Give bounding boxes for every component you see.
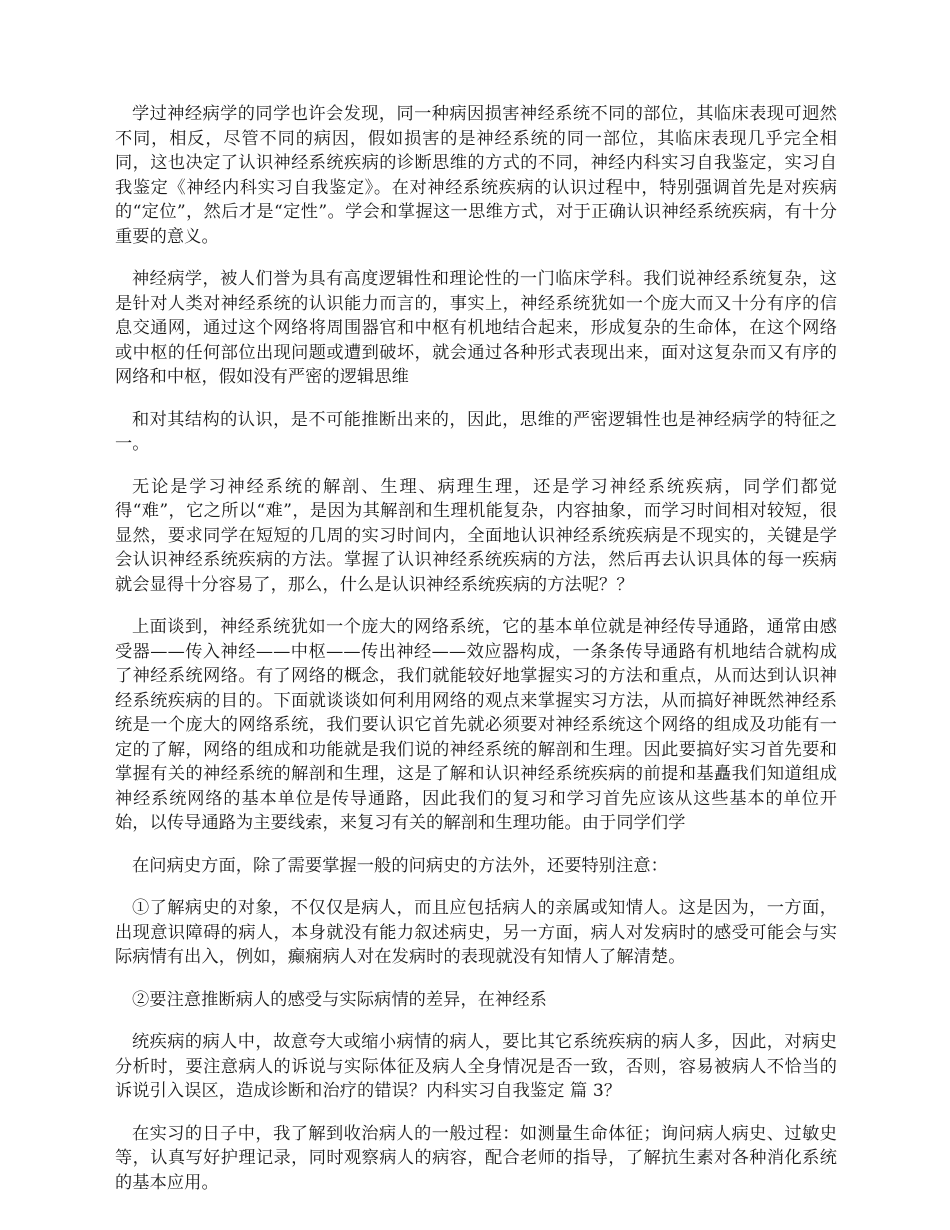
- paragraph-1: 学过神经病学的同学也许会发现，同一种病因损害神经系统不同的部位，其临床表现可迥然不同，相反，尽管不同的病因，假如损害的是神经系统的同一部位，其临床表现几乎完全相同，这也决定了认识神经系统疾病的诊断思维的方式的不同，神经内科实习自我鉴定，实习自我鉴定《神经内科实习自我鉴定》。在对神经系统疾病的认识过程中，特别强调首先是对疾病的“定位”，然后才是“定性”。学会和掌握这一思维方式，对于正确认识神经系统疾病，有十分重要的意义。: [115, 104, 837, 247]
- paragraph-4: 无论是学习神经系统的解剖、生理、病理生理，还是学习神经系统疾病，同学们都觉得“难”，它之所以“难”，是因为其解剖和生理机能复杂，内容抽象，而学习时间相对较短，很显然，要求同学在短短的几周的实习时间内，全面地认识神经系统疾病是不现实的，关键是学会认识神经系统疾病的方法。掌握了认识神经系统疾病的方法，然后再去认识具体的每一疾病就会显得十分容易了，那么，什么是认识神经系统疾病的方法呢？？: [115, 476, 837, 595]
- paragraph-5: 上面谈到，神经系统犹如一个庞大的网络系统，它的基本单位就是神经传导通路，通常由感受器——传入神经——中枢——传出神经——效应器构成，一条条传导通路有机地结合就构成了神经系统网络。有了网络的概念，我们就能较好地掌握实习的方法和重点，从而达到认识神经系统疾病的目的。下面就谈谈如何利用网络的观点来掌握实习方法，从而搞好神既然神经系统是一个庞大的网络系统，我们要认识它首先就必须要对神经系统这个网络的组成及功能有一定的了解，网络的组成和功能就是我们说的神经系统的解剖和生理。因此要搞好实习首先要和掌握有关的神经系统的解剖和生理，这是了解和认识神经系统疾病的前提和基矗我们知道组成神经系统网络的基本单位是传导通路，因此我们的复习和学习首先应该从这些基本的单位开始，以传导通路为主要线索，来复习有关的解剖和生理功能。由于同学们学: [115, 617, 837, 833]
- paragraph-7: ①了解病史的对象，不仅仅是病人，而且应包括病人的亲属或知情人。这是因为，一方面，出现意识障碍的病人，本身就没有能力叙述病史，另一方面，病人对发病时的感受可能会与实际病情有出入，例如，癫痫病人对在发病时的表现就没有知情人了解清楚。: [115, 898, 837, 967]
- paragraph-9: 统疾病的病人中，故意夸大或缩小病情的病人，要比其它系统疾病的病人多，因此，对病史分析时，要注意病人的诉说与实际体征及病人全身情况是否一致，否则，容易被病人不恰当的诉说引入误区，造成诊断和治疗的错误？内科实习自我鉴定 篇 3？: [115, 1032, 837, 1101]
- paragraph-6: 在问病史方面，除了需要掌握一般的问病史的方法外，还要特别注意：: [132, 855, 668, 876]
- paragraph-8: ②要注意推断病人的感受与实际病情的差异，在神经系: [132, 989, 547, 1010]
- paragraph-2: 神经病学，被人们誉为具有高度逻辑性和理论性的一门临床学科。我们说神经系统复杂，这是针对人类对神经系统的认识能力而言的，事实上，神经系统犹如一个庞大而又十分有序的信息交通网，通过这个网络将周围器官和中枢有机地结合起来，形成复杂的生命体，在这个网络或中枢的任何部位出现问题或遭到破坏，就会通过各种形式表现出来，面对这复杂而又有序的网络和中枢，假如没有严密的逻辑思维: [115, 269, 837, 387]
- paragraph-3: 和对其结构的认识，是不可能推断出来的，因此，思维的严密逻辑性也是神经病学的特征之一。: [115, 409, 837, 454]
- paragraph-10: 在实习的日子中，我了解到收治病人的一般过程：如测量生命体征；询问病人病史、过敏史等，认真写好护理记录，同时观察病人的病容，配合老师的指导，了解抗生素对各种消化系统的基本应用。: [115, 1123, 837, 1193]
- document-page: [115, 102, 837, 1213]
